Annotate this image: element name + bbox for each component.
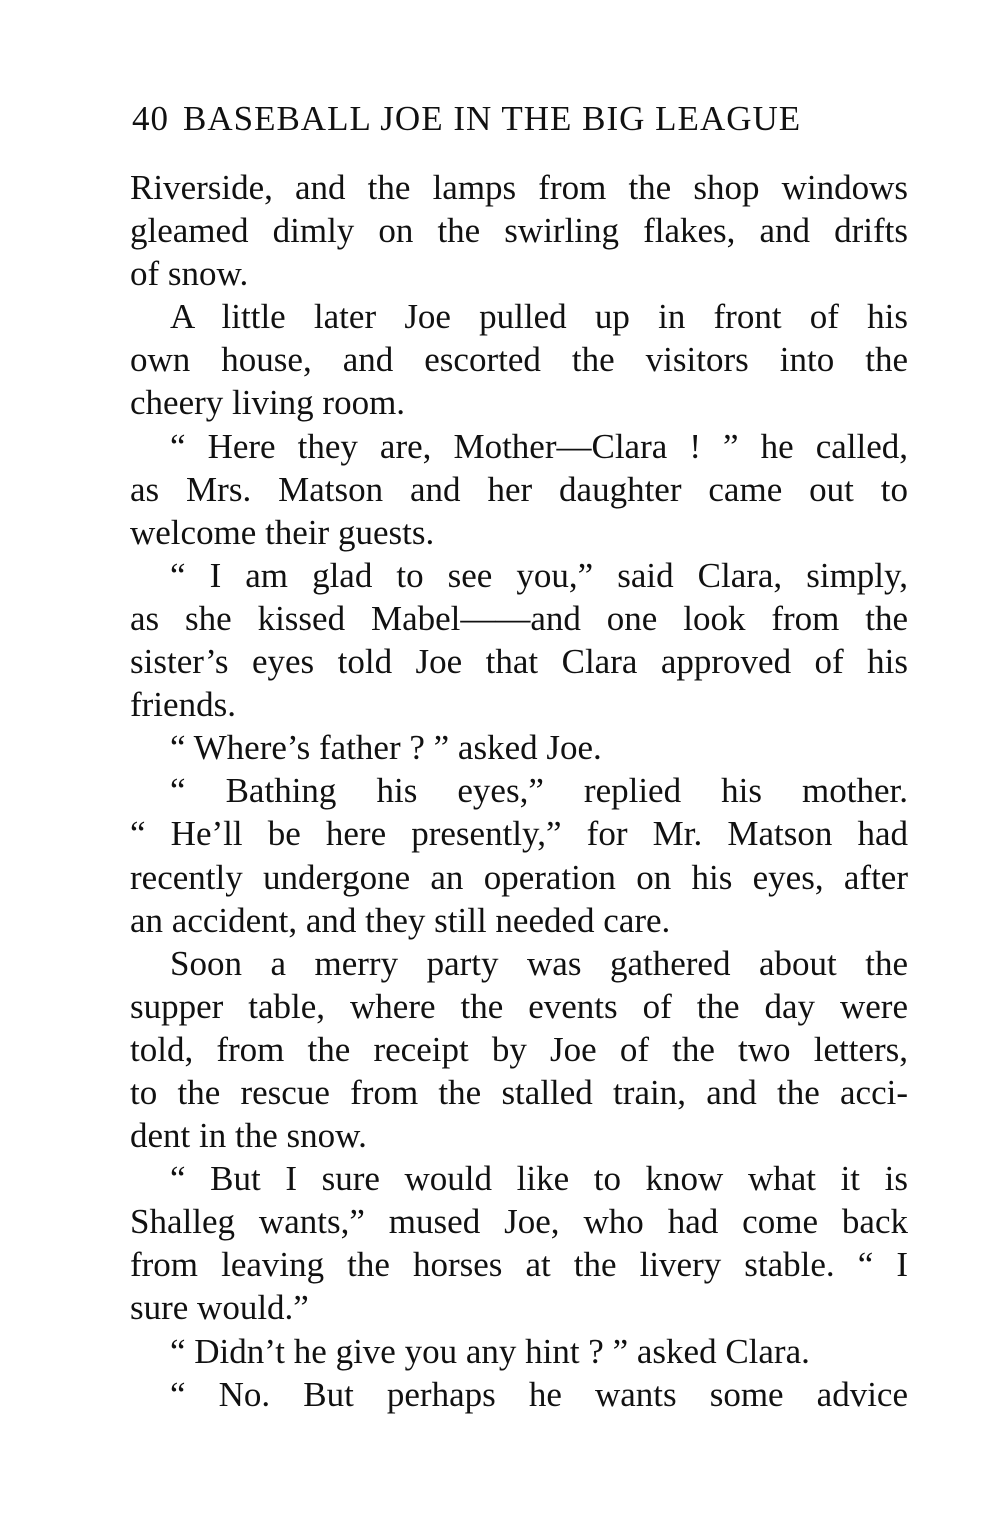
text-line: Riverside, and the lamps from the shop windows bbox=[130, 168, 908, 207]
text-line: as she kissed Mabel——and one look from the bbox=[130, 598, 908, 638]
text-line: cheery living room. bbox=[130, 383, 406, 423]
text-line: “ Bathing his eyes,” replied his mother. bbox=[170, 771, 908, 811]
text-line: “ Where’s father ? ” asked Joe. bbox=[170, 728, 602, 768]
text-line: “ But I sure would like to know what it is bbox=[170, 1159, 908, 1199]
text-line: own house, and escorted the visitors into the bbox=[130, 340, 908, 380]
page-number: 40 bbox=[132, 99, 169, 138]
running-head bbox=[132, 97, 912, 141]
text-line: Soon a merry party was gathered about the bbox=[170, 943, 908, 983]
text-line: “ He’ll be here presently,” for Mr. Matson had bbox=[130, 814, 908, 854]
text-line: Shalleg wants,” mused Joe, who had come back bbox=[130, 1202, 908, 1242]
text-line: “ I am glad to see you,” said Clara, simply, bbox=[170, 555, 908, 595]
text-line: recently undergone an operation on his eyes, after bbox=[130, 857, 908, 897]
text-line: “ Didn’t he give you any hint ? ” asked Clara. bbox=[170, 1331, 810, 1371]
text-line: welcome their guests. bbox=[130, 512, 435, 552]
text-line: supper table, where the events of the day were bbox=[130, 986, 908, 1026]
text-line: of snow. bbox=[130, 254, 249, 294]
text-line: dent in the snow. bbox=[130, 1116, 367, 1156]
text-line: sure would.” bbox=[130, 1288, 309, 1328]
text-line: “ No. But perhaps he wants some advice bbox=[170, 1374, 908, 1414]
text-line: from leaving the horses at the livery stable. “ I bbox=[130, 1245, 908, 1285]
running-title: BASEBALL JOE IN THE BIG LEAGUE bbox=[183, 99, 802, 138]
text-line: “ Here they are, Mother—Clara ! ” he called, bbox=[170, 426, 908, 466]
text-line: friends. bbox=[130, 685, 236, 725]
text-line: told, from the receipt by Joe of the two letters, bbox=[130, 1029, 908, 1069]
text-line: A little later Joe pulled up in front of his bbox=[170, 297, 908, 337]
text-line: an accident, and they still needed care. bbox=[130, 900, 671, 940]
text-line: gleamed dimly on the swirling flakes, and drifts bbox=[130, 211, 908, 251]
text-line: sister’s eyes told Joe that Clara approved of his bbox=[130, 642, 908, 682]
body-text bbox=[130, 166, 908, 1416]
text-line: to the rescue from the stalled train, and the acci- bbox=[130, 1072, 908, 1112]
text-line: as Mrs. Matson and her daughter came out to bbox=[130, 469, 908, 509]
